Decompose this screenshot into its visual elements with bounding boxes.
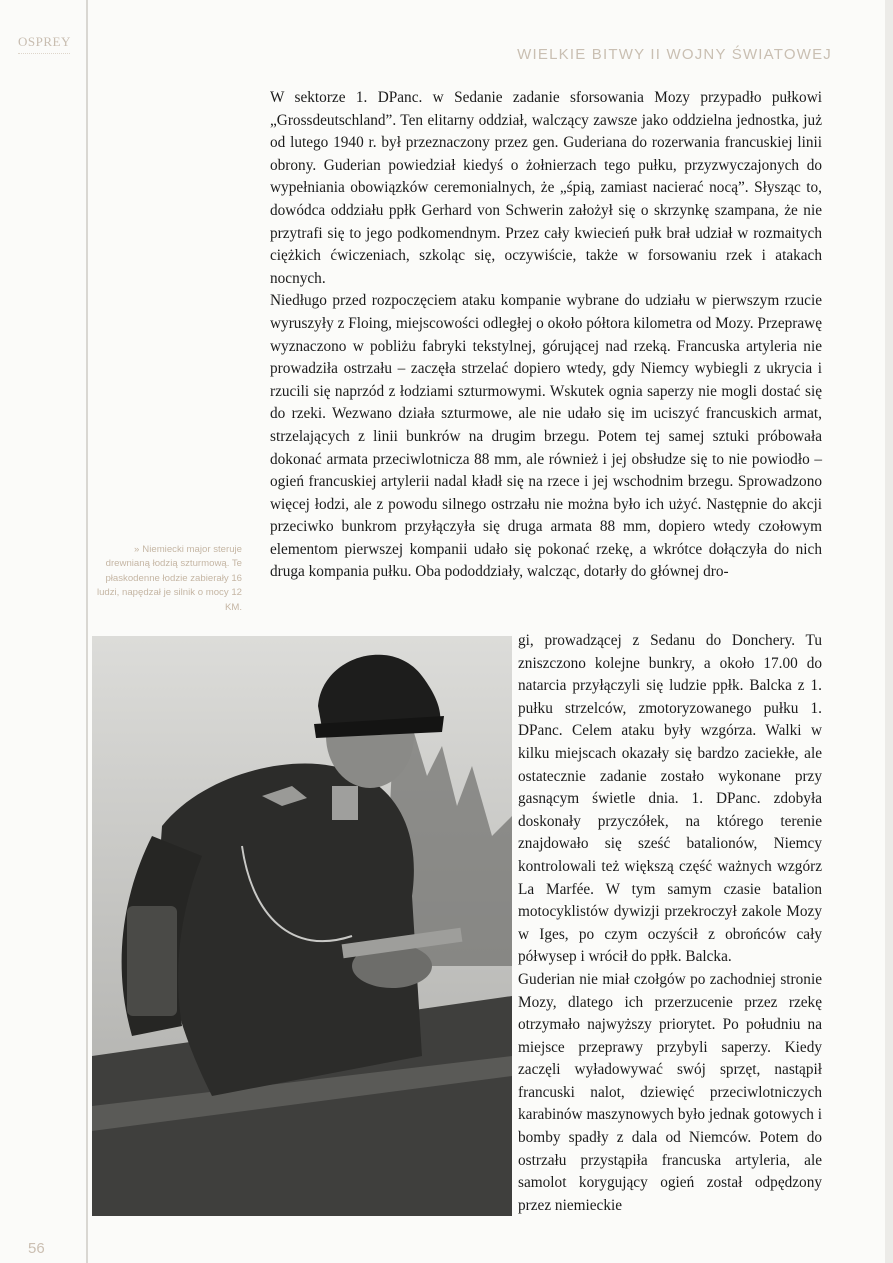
paragraph-2: Niedługo przed rozpoczęciem ataku kompanie wybrane do udziału w pierwszym rzucie wyruszyły z Floing, miejscowości odległej o około półtora kilometra od Mozy. Przeprawę wyznaczono w pobliżu fabryki tekstylnej, górującej nad rzeką. Francuska artyleria nie prowadziła ostrzału – zaczęła strzelać dopiero wtedy, gdy Niemcy wybiegli z ukrycia i rzucili się naprzód z łodziami szturmowymi. Wskutek ognia saperzy nie mogli dostać się do rzeki. Wezwano działa szturmowe, ale nie udało się im uciszyć francuskich armat, strzelających z linii bunkrów na drugim brzegu. Potem tej samej sztuki próbowała dokonać armata przeciwlotnicza 88 mm, ale również i jej obsłudze się to nie powiodło – ogień francuskiej artylerii nadal kładł się na rzece i jej wschodnim brzegu. Sprowadzono więcej łodzi, ale z powodu silnego ostrzału nie można było ich użyć. Następnie do akcji przeciwko bunkrom przyłączyła się druga armata 88 mm, dopiero wtedy czołowym elementom pierwszej kompanii udało się pokonać rzekę, a wkrótce dołączyła do nich druga kompania pułku. Oba pododdziały, walcząc, dotarły do głównej dro-	[270, 292, 822, 581]
paragraph-3: gi, prowadzącej z Sedanu do Donchery. Tu zniszczono kolejne bunkry, a około 17.00 do natarcia przyłączyli się ludzie ppłk. Balcka z 1. pułku strzelców, zmotoryzowanego pułku 1. DPanc. Celem ataku były wzgórza. Walki w kilku miejscach okazały się bardzo zaciekłe, ale ostatecznie zadanie zostało wykonane przy gasnącym świetle dnia. 1. DPanc. zdobyła doskonały przyczółek, na którego terenie znajdowało się sześć batalionów, Niemcy kontrolowali też większą część ważnych wzgórz La Marfée. W tym samym czasie batalion motocyklistów dywizji przekroczył zakole Mozy w Iges, po czym oczyścił z obrońców cały półwysep i wrócił do ppłk. Balcka.	[518, 632, 822, 966]
running-header: WIELKIE BITWY II WOJNY ŚWIATOWEJ	[517, 46, 832, 63]
publisher-logo	[18, 34, 86, 60]
photo-caption	[92, 543, 242, 615]
page-number: 56	[28, 1240, 45, 1257]
page-edge	[885, 0, 893, 1263]
caption-text: Niemiecki major steruje drewnianą łodzią szturmową. Te płaskodenne łodzie zabierały 16 ludzi, napędzał je silnik o mocy 12 KM.	[96, 544, 242, 613]
caption-bullet: »	[133, 544, 140, 555]
paragraph-4: Guderian nie miał czołgów po zachodniej stronie Mozy, dlatego ich przerzucenie przez rzekę otrzymało najwyższy priorytet. Po południu na miejsce przeprawy przybyli saperzy. Kiedy zaczęli wyładowywać swój sprzęt, nastąpił francuski nalot, dziewięć przeciwlotniczych karabinów maszynowych było jednak gotowych i bomby spadły z dala od Niemców. Potem do ostrzału przystąpiła francuska artyleria, ale samolot korygujący ogień został odpędzony przez niemieckie	[518, 970, 822, 1214]
map-case	[127, 906, 177, 1016]
publisher-logo-subline	[18, 53, 70, 60]
wrapped-text-column	[518, 630, 822, 1217]
historical-photo	[92, 636, 512, 1216]
soldier-photo-illustration	[92, 636, 512, 1216]
publisher-logo-text: OSPREY	[18, 34, 71, 49]
soldier-torso	[160, 764, 422, 1097]
main-text-column	[270, 87, 822, 584]
collar-tab	[332, 786, 358, 820]
margin-rule	[86, 0, 88, 1263]
paragraph-1: W sektorze 1. DPanc. w Sedanie zadanie sforsowania Mozy przypadło pułkowi „Grossdeutschland”. Ten elitarny oddział, walczący zawsze jako oddzielna jednostka, już od lutego 1940 r. był przeznaczony przez gen. Guderiana do rozerwania francuskiej linii obrony. Guderian powiedział kiedyś o żołnierzach tego pułku, przyzwyczajonych do wypełniania obowiązków ceremonialnych, że „śpią, zamiast nacierać nocą”. Słysząc to, dowódca oddziału ppłk Gerhard von Schwerin założył się o skrzynkę szampana, że nie przytrafi się to jego podkomendnym. Przez cały kwiecień pułk brał udział w rozmaitych ciężkich ćwiczeniach, szkoląc się, oczywiście, także w forsowaniu rzek i atakach nocnych.	[270, 89, 822, 287]
